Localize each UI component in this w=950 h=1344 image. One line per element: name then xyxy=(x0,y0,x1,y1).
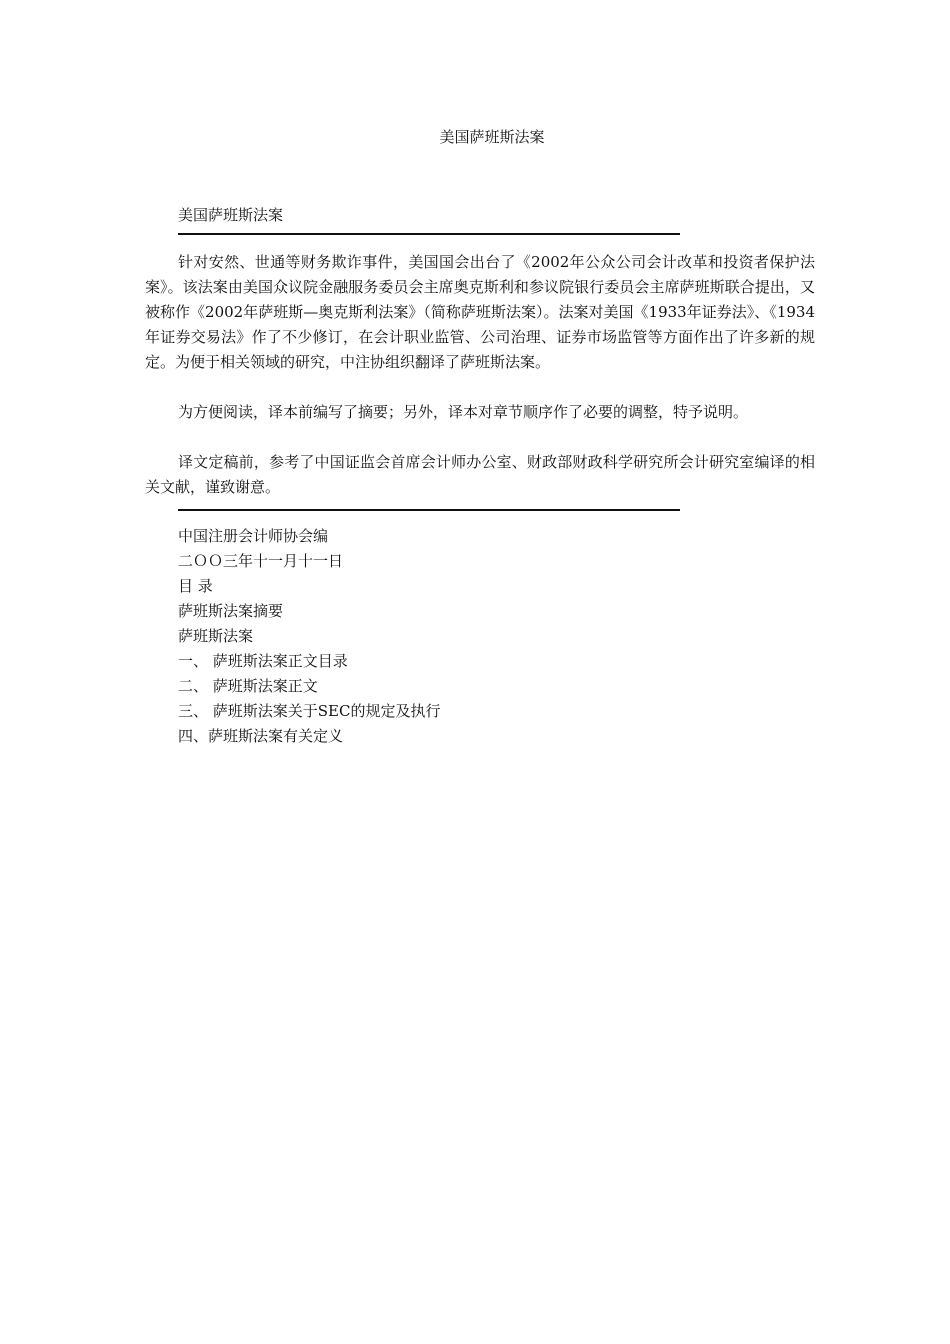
acknowledgement-paragraph: 译文定稿前，参考了中国证监会首席会计师办公室、财政部财政科学研究所会计研究室编译的相关文献，谨致谢意。 xyxy=(145,453,815,496)
toc-item: 三、 萨班斯法案关于SEC的规定及执行 xyxy=(178,702,441,720)
bottom-divider xyxy=(178,509,680,511)
intro-paragraph: 针对安然、世通等财务欺诈事件，美国国会出台了《2002年公众公司会计改革和投资者保护法案》。该法案由美国众议院金融服务委员会主席奥克斯利和参议院银行委员会主席萨班斯联合提出，又被称作《2002年萨班斯—奥克斯利法案》（简称萨班斯法案）。法案对美国《1933年证券法》、《1934年证券交易法》作了不少修订，在会计职业监管、公司治理、证券市场监管等方面作出了许多新的规定。为便于相关领域的研究，中注协组织翻译了萨班斯法案。 xyxy=(145,253,815,371)
toc-title: 目 录 xyxy=(178,577,213,595)
toc-item: 二、 萨班斯法案正文 xyxy=(178,677,318,695)
toc-item: 萨班斯法案 xyxy=(178,627,254,645)
date-line: 二ＯＯ三年十一月十一日 xyxy=(178,552,344,570)
page-title: 美国萨班斯法案 xyxy=(439,128,545,146)
section-heading: 美国萨班斯法案 xyxy=(178,206,284,224)
toc-item: 一、 萨班斯法案正文目录 xyxy=(178,652,348,670)
reading-note-paragraph: 为方便阅读，译本前编写了摘要；另外，译本对章节顺序作了必要的调整，特予说明。 xyxy=(178,403,749,421)
top-divider xyxy=(178,233,680,235)
toc-item: 四、萨班斯法案有关定义 xyxy=(178,727,344,745)
editor-line: 中国注册会计师协会编 xyxy=(178,527,329,545)
toc-item: 萨班斯法案摘要 xyxy=(178,602,284,620)
